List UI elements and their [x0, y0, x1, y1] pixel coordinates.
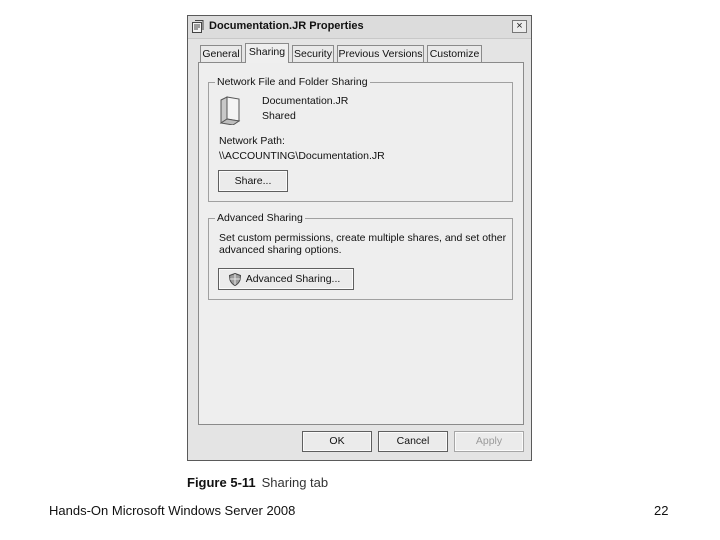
folder-properties-icon — [192, 20, 204, 33]
network-sharing-group — [208, 76, 513, 202]
title-bar[interactable] — [188, 16, 531, 39]
network-sharing-group-label: Network File and Folder Sharing — [217, 76, 368, 88]
figure-number: Figure 5-11 — [187, 475, 256, 490]
tab-strip — [200, 43, 520, 62]
tab-customize[interactable]: Customize — [427, 45, 482, 62]
figure-caption — [187, 475, 328, 490]
book-title-footer: Hands-On Microsoft Windows Server 2008 — [49, 503, 296, 518]
shared-folder-name: Documentation.JR — [262, 95, 349, 107]
tab-previous-versions[interactable]: Previous Versions — [337, 45, 424, 62]
sharing-tab-panel — [198, 62, 524, 425]
page-number: 22 — [654, 503, 669, 518]
apply-button[interactable]: Apply — [454, 431, 524, 452]
tab-security[interactable]: Security — [292, 45, 334, 62]
cancel-button[interactable]: Cancel — [378, 431, 448, 452]
close-icon: × — [516, 20, 523, 32]
advanced-sharing-description-line1: Set custom permissions, create multiple shares, and set other — [219, 232, 507, 244]
dialog-title: Documentation.JR Properties — [209, 20, 364, 32]
advanced-sharing-button-label: Advanced Sharing... — [245, 273, 341, 285]
network-path-value: \\ACCOUNTING\Documentation.JR — [219, 150, 385, 162]
properties-dialog — [187, 15, 532, 461]
advanced-sharing-button[interactable] — [218, 268, 354, 290]
close-button[interactable] — [512, 20, 527, 33]
network-path-label: Network Path: — [219, 135, 285, 147]
tab-sharing[interactable]: Sharing — [245, 43, 289, 63]
shield-icon — [229, 273, 241, 293]
shared-folder-icon — [219, 95, 247, 130]
advanced-sharing-group — [208, 212, 513, 300]
advanced-sharing-group-label: Advanced Sharing — [217, 212, 303, 224]
figure-caption-text: Sharing tab — [261, 475, 329, 490]
ok-button[interactable]: OK — [302, 431, 372, 452]
advanced-sharing-description-line2: advanced sharing options. — [219, 244, 342, 256]
tab-general[interactable]: General — [200, 45, 242, 62]
share-status: Shared — [262, 110, 296, 122]
share-button[interactable]: Share... — [218, 170, 288, 192]
